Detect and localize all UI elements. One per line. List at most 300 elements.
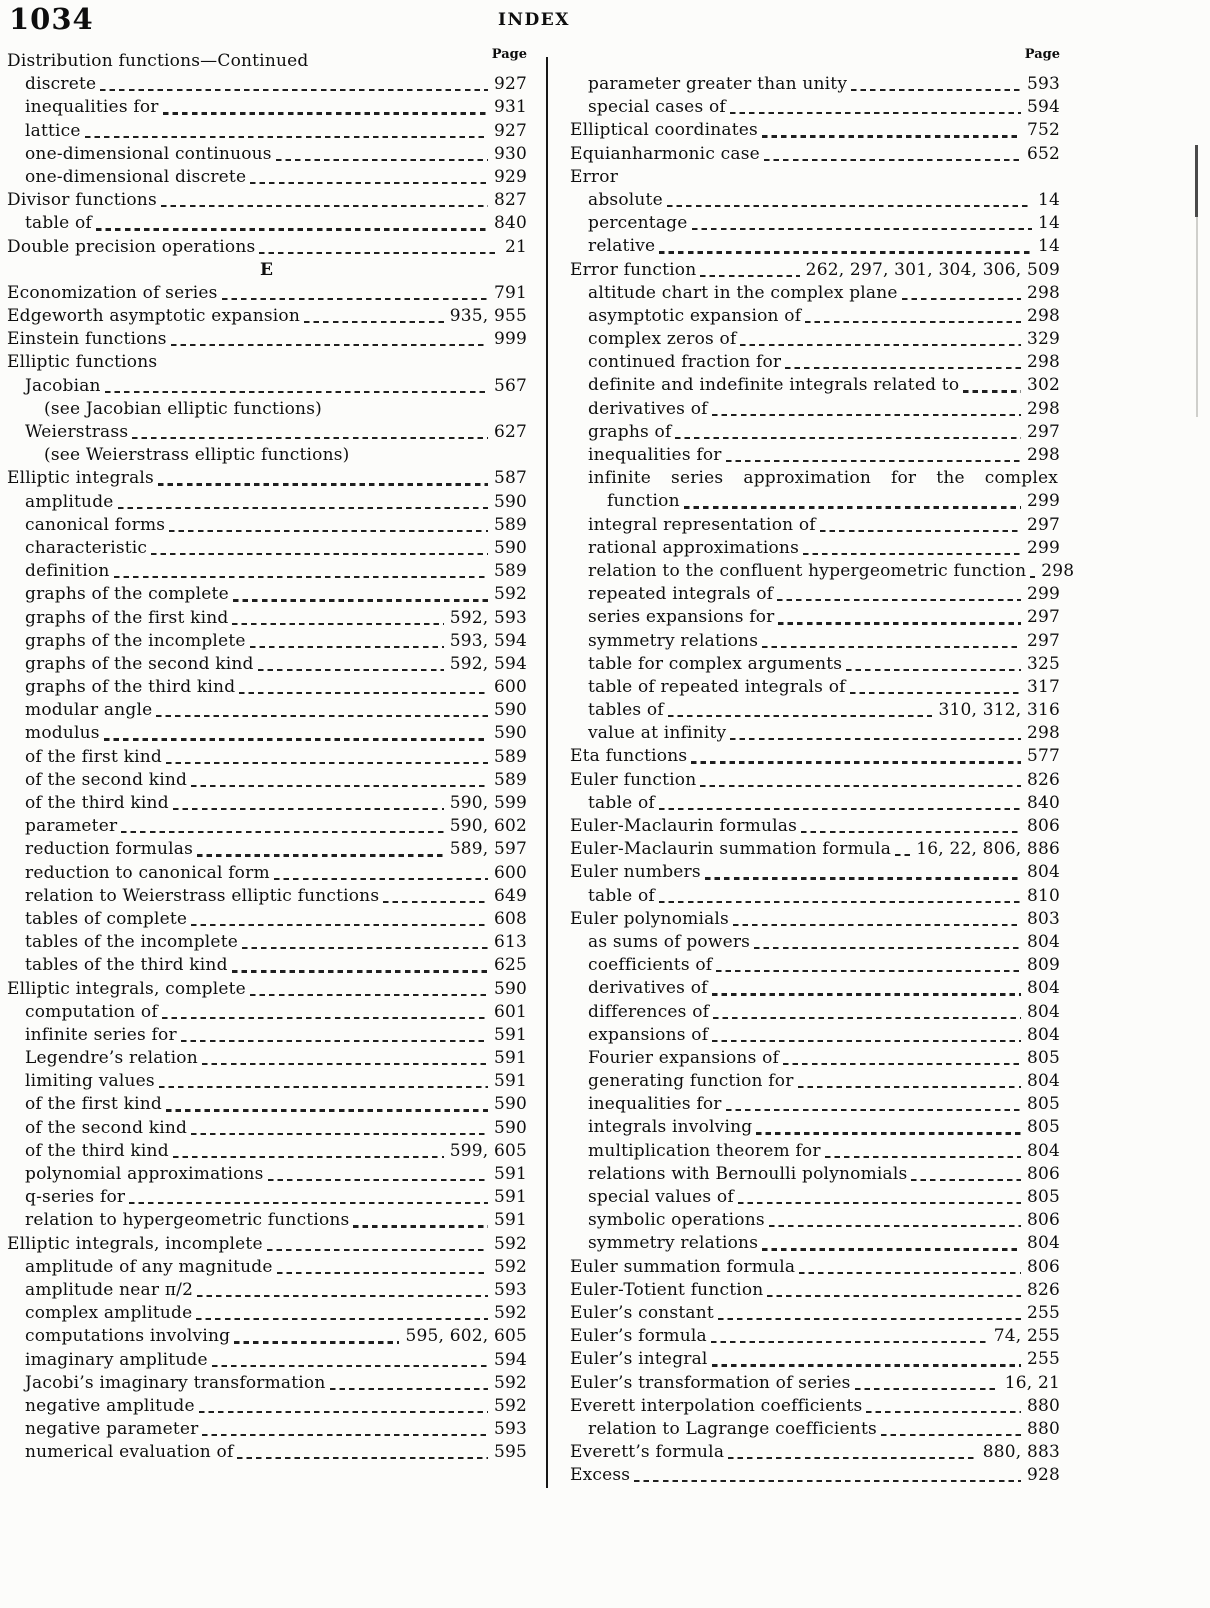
index-entry	[570, 583, 1060, 606]
dash-leader	[712, 1040, 1021, 1042]
dash-leader	[851, 89, 1021, 91]
dash-leader	[692, 228, 1032, 230]
dash-leader	[1030, 576, 1035, 578]
entry-pages: 591	[493, 1024, 527, 1045]
entry-label: discrete	[25, 74, 97, 95]
index-entry	[570, 977, 1060, 1000]
entry-label: Einstein functions	[7, 329, 167, 350]
entry-pages: 880, 883	[982, 1442, 1060, 1463]
entry-pages: 600	[493, 862, 527, 883]
index-entry	[7, 467, 527, 490]
dash-leader	[767, 1295, 1020, 1297]
index-entry	[570, 1093, 1060, 1116]
entry-label: coefficients of	[588, 955, 713, 976]
entry-label: Euler summation formula	[570, 1256, 796, 1277]
entry-pages: 929	[493, 166, 527, 187]
dash-leader	[713, 1017, 1021, 1019]
entry-pages: 803	[1026, 908, 1060, 929]
dash-leader	[171, 344, 488, 346]
dash-leader	[730, 738, 1021, 740]
index-entry	[570, 1395, 1060, 1418]
index-entry	[570, 490, 1060, 513]
index-entry	[570, 119, 1060, 142]
entry-label: table of	[588, 885, 655, 906]
entry-pages: 627	[493, 422, 527, 442]
index-entry	[570, 282, 1060, 305]
dash-leader	[166, 1109, 488, 1111]
entry-label: relations with Bernoulli polynomials	[588, 1163, 908, 1184]
entry-pages: 16, 21	[1004, 1372, 1060, 1393]
entry-label: Euler-Totient function	[570, 1279, 764, 1300]
entry-label: relation to Lagrange coefficients	[588, 1418, 877, 1439]
entry-label: asymptotic expansion of	[588, 305, 802, 326]
entry-pages: 590	[493, 1094, 527, 1115]
entry-pages: 298	[1026, 445, 1060, 465]
entry-pages: 298	[1026, 352, 1060, 373]
entry-pages: 613	[493, 932, 527, 953]
header	[0, 10, 1068, 30]
dash-leader	[963, 390, 1021, 392]
dash-leader	[156, 715, 488, 717]
entry-pages: 804	[1026, 1001, 1060, 1022]
index-entry	[570, 444, 1060, 467]
dash-leader	[383, 901, 488, 903]
index-entry	[7, 746, 527, 769]
entry-label: one-dimensional continuous	[25, 143, 272, 164]
entry-pages: 590	[493, 491, 527, 512]
index-entry	[570, 954, 1060, 977]
entry-pages: 594	[493, 1349, 527, 1370]
entry-pages: 74, 255	[993, 1326, 1060, 1347]
index-entry	[7, 143, 527, 166]
entry-pages: 591	[493, 1164, 527, 1184]
entry-label: symbolic operations	[588, 1210, 765, 1231]
entry-pages: 255	[1026, 1349, 1060, 1370]
entry-label: computations involving	[25, 1326, 231, 1347]
entry-label: Distribution functions—Continued	[7, 51, 309, 71]
entry-pages: 591	[493, 1187, 527, 1208]
index-entry	[7, 1117, 527, 1140]
index-entry	[570, 1441, 1060, 1464]
entry-pages: 325	[1026, 653, 1060, 674]
dash-leader	[173, 1156, 444, 1158]
entry-label: altitude chart in the complex plane	[588, 282, 898, 303]
entry-label: integral representation of	[588, 514, 816, 535]
dash-leader	[118, 507, 488, 509]
index-entry	[570, 96, 1060, 119]
entry-label: Economization of series	[7, 282, 218, 303]
entry-label: relative	[588, 236, 656, 257]
entry-label: tables of the incomplete	[25, 932, 238, 953]
dash-leader	[762, 646, 1021, 648]
entry-pages: 927	[493, 120, 527, 141]
index-entry	[7, 722, 527, 745]
index-entry	[570, 1047, 1060, 1070]
entry-pages: 16, 22, 806, 886	[916, 839, 1060, 860]
entry-label: graphs of	[588, 421, 672, 442]
index-entry	[570, 931, 1060, 954]
index-entry	[570, 1302, 1060, 1325]
page-title: INDEX	[498, 10, 570, 30]
entry-label: lattice	[25, 120, 81, 141]
entry-pages: 592, 594	[449, 653, 527, 674]
dash-leader	[754, 947, 1021, 949]
entry-pages: 601	[493, 1001, 527, 1022]
index-entry	[570, 537, 1060, 560]
dash-leader	[738, 1202, 1021, 1204]
entry-pages: 262, 297, 301, 304, 306, 509	[805, 259, 1060, 280]
section-letter: E	[260, 259, 274, 280]
entry-pages: 595, 602, 605	[405, 1326, 527, 1347]
entry-label: Eta functions	[570, 746, 688, 767]
entry-label: inequalities for	[588, 445, 722, 465]
dash-leader	[718, 1318, 1021, 1320]
entry-pages: 298	[1026, 282, 1060, 303]
entry-label: as sums of powers	[588, 931, 751, 952]
entry-pages: 595	[493, 1442, 527, 1463]
index-entry	[7, 444, 527, 467]
entry-pages: 592	[493, 1256, 527, 1277]
entry-pages: 589	[493, 769, 527, 790]
dash-leader	[895, 854, 910, 856]
entry-label: graphs of the complete	[25, 584, 229, 605]
entry-pages: 329	[1026, 329, 1060, 350]
dash-leader	[276, 159, 488, 161]
entry-label: (see Weierstrass elliptic functions)	[44, 445, 350, 466]
dash-leader	[659, 808, 1021, 810]
dash-leader	[191, 1133, 488, 1135]
entry-label: table for complex arguments	[588, 653, 843, 674]
entry-label: Jacobi’s imaginary transformation	[25, 1372, 326, 1393]
dash-leader	[173, 808, 444, 810]
index-entry	[7, 1093, 527, 1116]
entry-pages: 752	[1026, 120, 1060, 141]
entry-label: Everett’s formula	[570, 1442, 725, 1463]
entry-label: complex zeros of	[588, 329, 737, 350]
dash-leader	[728, 1457, 977, 1459]
entry-label: Legendre’s relation	[25, 1048, 198, 1069]
entry-pages: 589	[493, 746, 527, 767]
index-entry	[570, 259, 1060, 282]
dash-leader	[100, 89, 488, 91]
index-entry	[570, 1163, 1060, 1186]
index-entry	[7, 560, 527, 583]
entry-label: Edgeworth asymptotic expansion	[7, 306, 301, 327]
index-entry	[7, 282, 527, 305]
index-entry	[7, 1233, 527, 1256]
index-entry	[7, 305, 527, 328]
entry-label: infinite series for	[25, 1024, 177, 1045]
entry-pages: 927	[493, 74, 527, 95]
index-entry	[570, 351, 1060, 374]
index-entry	[570, 212, 1060, 235]
entry-pages: 806	[1026, 816, 1060, 836]
index-entry	[570, 861, 1060, 884]
entry-label: derivatives of	[588, 978, 708, 999]
entry-pages: 590	[493, 537, 527, 558]
index-entry	[7, 699, 527, 722]
entry-pages: 297	[1026, 421, 1060, 442]
index-entry	[7, 351, 527, 374]
entry-label: inequalities for	[588, 1094, 722, 1115]
index-entry	[570, 1024, 1060, 1047]
index-entry	[570, 374, 1060, 397]
dash-leader	[911, 1179, 1021, 1181]
index-entry	[570, 166, 1060, 189]
index-entry	[570, 838, 1060, 861]
entry-pages: 791	[493, 282, 527, 303]
index-entry	[570, 143, 1060, 166]
entry-pages: 652	[1026, 143, 1060, 164]
entry-label: graphs of the incomplete	[25, 630, 246, 651]
entry-label: definite and indefinite integrals related to	[588, 375, 960, 396]
index-entry	[7, 792, 527, 815]
entry-label: absolute	[588, 189, 663, 210]
entry-label: special cases of	[588, 97, 726, 118]
entry-label: Euler’s transformation of series	[570, 1372, 851, 1393]
entry-label: infinite series approximation for the complex	[588, 468, 1058, 489]
entry-pages: 590, 602	[449, 816, 527, 837]
index-entry	[570, 1325, 1060, 1348]
entry-pages: 804	[1026, 1071, 1060, 1092]
index-entry	[570, 1001, 1060, 1024]
entry-pages: 840	[493, 213, 527, 234]
dash-leader	[820, 530, 1021, 532]
index-entry	[7, 885, 527, 908]
entry-pages: 297	[1026, 514, 1060, 535]
index-entry	[570, 1279, 1060, 1302]
entry-label: Euler’s constant	[570, 1302, 714, 1323]
entry-label: reduction to canonical form	[25, 862, 270, 883]
entry-label: Error	[570, 166, 619, 187]
entry-pages: 593	[493, 1419, 527, 1440]
entry-label: of the first kind	[25, 1094, 162, 1115]
index-entry	[7, 1325, 527, 1348]
index-entry	[7, 583, 527, 606]
dash-leader	[212, 1365, 488, 1367]
entry-label: rational approximations	[588, 537, 800, 558]
index-entry	[570, 1256, 1060, 1279]
index-entry	[570, 1070, 1060, 1093]
dash-leader	[799, 1272, 1021, 1274]
entry-pages: 592	[493, 1303, 527, 1324]
entry-pages: 608	[493, 908, 527, 929]
entry-pages: 592	[493, 1395, 527, 1416]
entry-label: table of repeated integrals of	[588, 676, 846, 697]
index-entry	[7, 328, 527, 351]
entry-pages: 804	[1026, 1024, 1060, 1045]
entry-label: tables of	[588, 700, 664, 721]
entry-label: differences of	[588, 1001, 710, 1022]
entry-pages: 625	[493, 955, 527, 976]
entry-label: of the first kind	[25, 746, 162, 767]
entry-label: tables of complete	[25, 908, 188, 929]
entry-label: Excess	[570, 1465, 631, 1486]
dash-leader	[846, 669, 1021, 671]
dash-leader	[237, 1457, 487, 1459]
entry-pages: 805	[1026, 1094, 1060, 1115]
entry-pages: 591	[493, 1210, 527, 1231]
entry-label: definition	[25, 561, 110, 582]
index-entry	[570, 514, 1060, 537]
entry-label: function	[607, 491, 680, 512]
entry-pages: 805	[1026, 1187, 1060, 1207]
entry-label: parameter	[25, 816, 118, 837]
entry-pages: 590	[493, 1117, 527, 1138]
entry-pages: 880	[1026, 1395, 1060, 1416]
entry-label: amplitude	[25, 491, 114, 512]
entry-pages: 880	[1026, 1418, 1060, 1439]
dash-leader	[778, 622, 1020, 624]
entry-pages: 299	[1026, 537, 1060, 558]
index-entry	[7, 166, 527, 189]
entry-pages: 806	[1026, 1163, 1060, 1184]
page-col-header-left: Page	[491, 47, 527, 62]
index-entry	[570, 1140, 1060, 1163]
index-entry	[570, 769, 1060, 792]
index-entry	[7, 1302, 527, 1325]
dash-leader	[730, 112, 1021, 114]
entry-pages: 590	[493, 700, 527, 721]
index-entry	[570, 699, 1060, 722]
dash-leader	[762, 1248, 1021, 1250]
entry-label: multiplication theorem for	[588, 1140, 821, 1161]
dash-leader	[667, 205, 1032, 207]
index-entry	[570, 1232, 1060, 1255]
dash-leader	[250, 182, 488, 184]
entry-label: negative parameter	[25, 1419, 199, 1440]
index-entry	[570, 467, 1060, 490]
entry-label: of the third kind	[25, 793, 169, 813]
entry-label: Elliptical coordinates	[570, 120, 758, 141]
dash-leader	[250, 646, 444, 648]
entry-pages: 589, 597	[449, 839, 527, 860]
entry-pages: 297	[1026, 607, 1060, 628]
dash-leader	[785, 367, 1021, 369]
entry-label: Elliptic integrals, incomplete	[7, 1233, 263, 1254]
entry-pages: 804	[1026, 978, 1060, 999]
index-entry	[7, 73, 527, 96]
entry-label: Weierstrass	[25, 422, 129, 442]
index-entry	[7, 769, 527, 792]
dash-leader	[250, 994, 488, 996]
entry-label: amplitude near π/2	[25, 1279, 194, 1300]
entry-label: percentage	[588, 213, 688, 234]
entry-label: graphs of the second kind	[25, 653, 254, 674]
dash-leader	[762, 135, 1021, 137]
entry-label: canonical forms	[25, 514, 166, 535]
dash-leader	[659, 901, 1021, 903]
dash-leader	[711, 1341, 988, 1343]
dash-leader	[105, 391, 488, 393]
index-entry	[570, 1418, 1060, 1441]
index-entry	[7, 954, 527, 977]
entry-label: Euler’s formula	[570, 1326, 707, 1347]
index-entry	[570, 305, 1060, 328]
dash-leader	[726, 1109, 1021, 1111]
entry-label: symmetry relations	[588, 1233, 759, 1254]
index-entry	[570, 722, 1060, 745]
entry-pages: 804	[1026, 862, 1060, 883]
entry-label: Everett interpolation coefficients	[570, 1395, 863, 1416]
entry-label: relation to the confluent hypergeometric function	[588, 560, 1027, 581]
entry-pages: 591	[493, 1048, 527, 1069]
entry-pages: 589	[493, 514, 527, 535]
entry-pages: 804	[1026, 931, 1060, 952]
dash-leader	[330, 1388, 488, 1390]
entry-pages: 297	[1026, 630, 1060, 651]
dash-leader	[716, 970, 1021, 972]
entry-label: of the second kind	[25, 1117, 188, 1138]
dash-leader	[277, 1272, 488, 1274]
entry-pages: 298	[1026, 305, 1060, 326]
dash-leader	[304, 321, 444, 323]
index-entry	[7, 931, 527, 954]
entry-label: Elliptic integrals	[7, 468, 154, 489]
entry-label: (see Jacobian elliptic functions)	[44, 398, 322, 419]
entry-pages: 14	[1037, 213, 1060, 234]
index-entry	[7, 398, 527, 421]
entry-label: of the third kind	[25, 1140, 169, 1161]
entry-label: integrals involving	[588, 1117, 753, 1138]
entry-pages: 587	[493, 468, 527, 489]
dash-leader	[684, 506, 1021, 508]
entry-pages: 599, 605	[449, 1140, 527, 1161]
dash-leader	[777, 599, 1021, 601]
entry-label: computation of	[25, 1001, 158, 1022]
scan-edge-artifact	[1196, 217, 1198, 417]
dash-leader	[114, 576, 488, 578]
entry-label: repeated integrals of	[588, 584, 774, 605]
dash-leader	[855, 1388, 999, 1390]
index-entry	[7, 537, 527, 560]
dash-leader	[202, 1434, 487, 1436]
dash-leader	[161, 205, 488, 207]
index-entry	[7, 491, 527, 514]
index-entry	[7, 676, 527, 699]
column-divider-rule	[546, 57, 548, 1488]
dash-leader	[825, 1156, 1021, 1158]
entry-label: inequalities for	[25, 97, 159, 118]
index-entry	[7, 838, 527, 861]
entry-pages: 935, 955	[449, 306, 527, 327]
entry-pages: 590	[493, 978, 527, 999]
entry-label: symmetry relations	[588, 630, 759, 651]
entry-label: Euler’s integral	[570, 1349, 708, 1370]
dash-leader	[267, 1249, 488, 1251]
dash-leader	[700, 785, 1021, 787]
entry-pages: 298	[1041, 560, 1075, 581]
dash-leader	[96, 228, 488, 230]
index-entry	[570, 1116, 1060, 1139]
index-entry	[570, 1209, 1060, 1232]
entry-label: Euler function	[570, 769, 697, 790]
entry-label: table of	[25, 213, 92, 234]
index-entry	[570, 908, 1060, 931]
dash-leader	[234, 1341, 399, 1343]
dash-leader	[634, 1480, 1021, 1482]
entry-label: special values of	[588, 1187, 734, 1207]
dash-leader	[163, 112, 488, 114]
index-entry	[7, 120, 527, 143]
index-entry	[7, 1163, 527, 1186]
entry-pages: 928	[1026, 1465, 1060, 1486]
entry-pages: 590	[493, 723, 527, 744]
index-entry	[7, 1372, 527, 1395]
entry-label: amplitude of any magnitude	[25, 1256, 273, 1277]
dash-leader	[232, 970, 488, 972]
entry-label: parameter greater than unity	[588, 74, 848, 94]
